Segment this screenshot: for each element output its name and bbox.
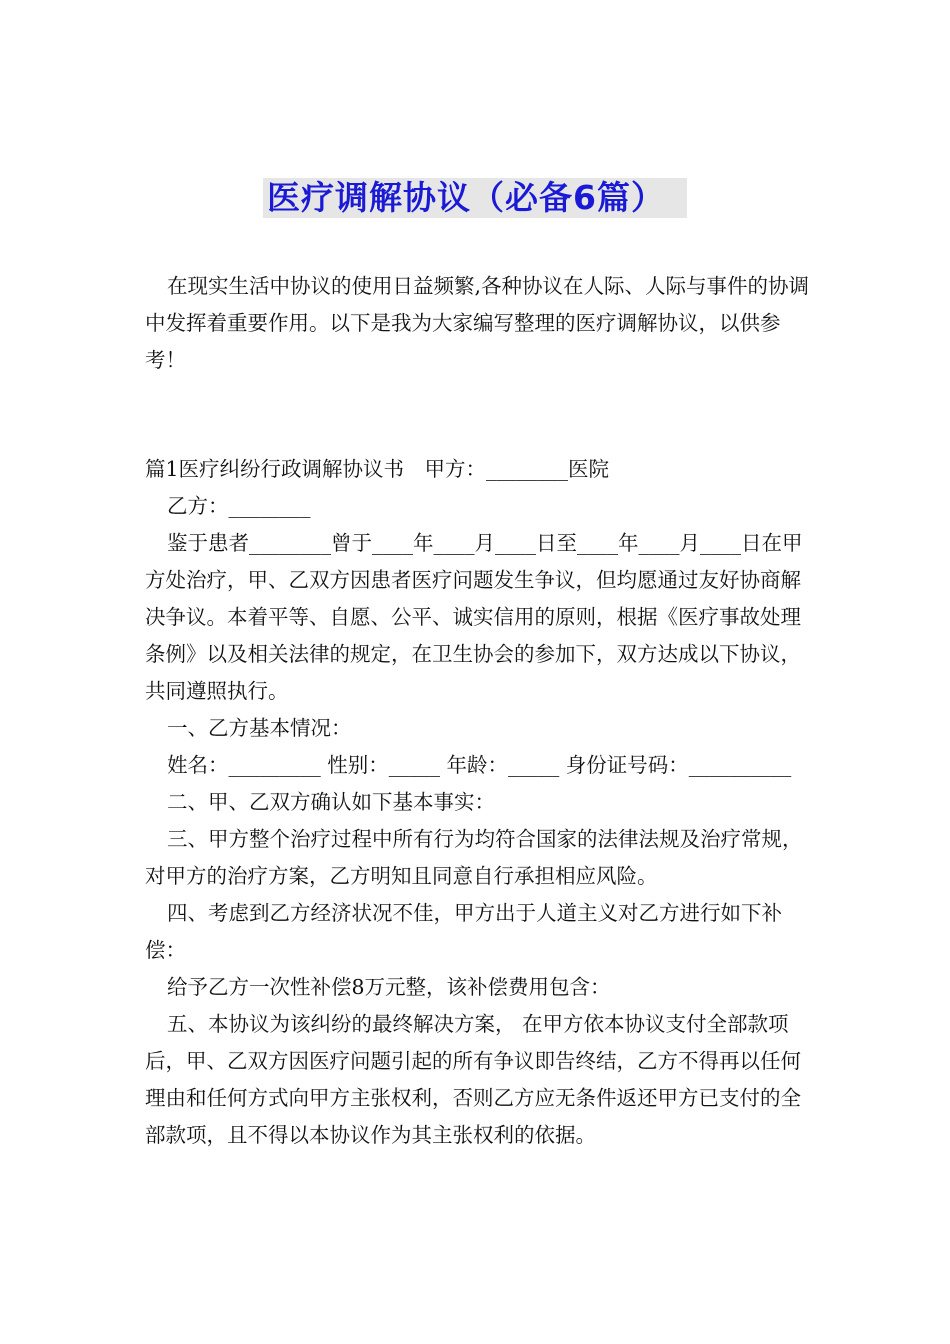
clause-4: 四、考虑到乙方经济状况不佳，甲方出于人道主义对乙方进行如下补偿： <box>145 901 782 962</box>
clause-3: 三、甲方整个治疗过程中所有行为均符合国家的法律法规及治疗常规，对甲方的治疗方案，乙方明知且同意自行承担相应风险。 <box>145 827 803 888</box>
personal-info-line: 姓名：_________ 性别：_____ 年龄：_____ 身份证号码：__________ <box>167 753 792 777</box>
intro-section <box>145 268 810 379</box>
clause-5: 五、本协议为该纠纷的最终解决方案， 在甲方依本协议支付全部款项后，甲、乙双方因医疗问题引起的所有争议即告终结，乙方不得再以任何理由和任何方式向甲方主张权利，否则乙方应无条件返还甲方已支付的全部款项，且不得以本协议作为其主张权利的依据。 <box>145 1012 801 1147</box>
title-wrapper <box>0 178 950 218</box>
agreement-body <box>145 451 810 1154</box>
document-title: 医疗调解协议（必备6篇） <box>263 178 687 218</box>
clause-2: 二、甲、乙双方确认如下基本事实： <box>167 790 495 814</box>
preamble-paragraph: 鉴于患者________曾于____年____月____日至____年____月____日在甲方处治疗，甲、乙双方因患者医疗问题发生争议，但均愿通过友好协商解决争议。本着平等、自愿、公平、诚实信用的原则，根据《医疗事故处理条例》以及相关法律的规定，在卫生协会的参加下，双方达成以下协议，共同遵照执行。 <box>145 531 803 703</box>
section-heading: 篇1医疗纠纷行政调解协议书 甲方：________医院 <box>145 457 610 481</box>
intro-paragraph: 在现实生活中协议的使用日益频繁,各种协议在人际、人际与事件的协调中发挥着重要作用。以下是我为大家编写整理的医疗调解协议，以供参考！ <box>145 274 810 372</box>
clause-1: 一、乙方基本情况： <box>167 716 352 740</box>
compensation-line: 给予乙方一次性补偿8万元整，该补偿费用包含： <box>167 975 611 999</box>
party-b-line: 乙方：________ <box>167 494 311 518</box>
